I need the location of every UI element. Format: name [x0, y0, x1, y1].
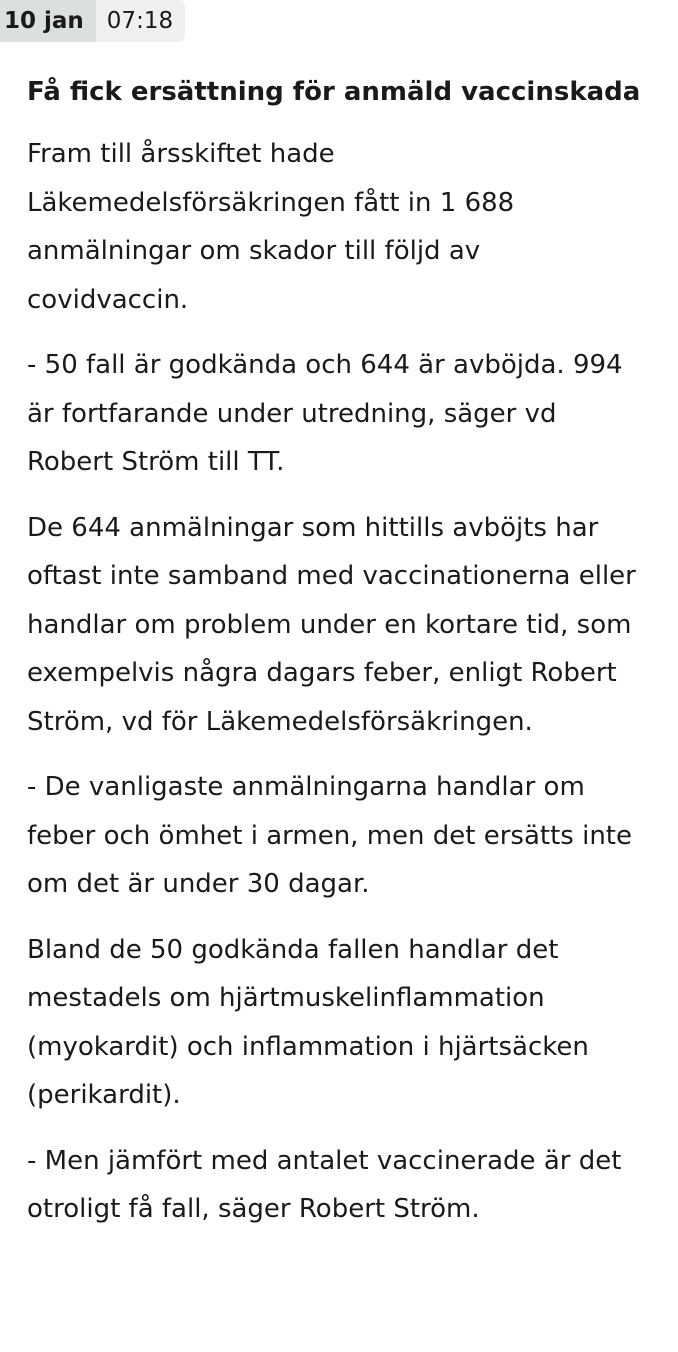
article-headline: Få fick ersättning för anmäld vaccinskada — [27, 77, 641, 107]
news-article — [27, 68, 647, 1251]
article-paragraph-3: De 644 anmälningar som hittills avböjts har oftast inte samband med vaccinationerna eller handlar om problem under en kortare tid, som exempelvis några dagars feber, enligt Robert Ström, vd för Läkemedelsförsäkringen. — [27, 512, 636, 737]
article-paragraph-6: - Men jämfört med antalet vaccinerade är det otroligt få fall, säger Robert Ström. — [27, 1145, 622, 1224]
article-paragraph-5: Bland de 50 godkända fallen handlar det mestadels om hjärtmuskelinflammation (myokardit) och inflammation i hjärtsäcken (perikardit). — [27, 934, 589, 1110]
timestamp-time: 07:18 — [96, 0, 185, 42]
post-timestamp — [0, 0, 185, 42]
timestamp-date: 10 jan — [0, 0, 96, 42]
article-paragraph-4: - De vanligaste anmälningarna handlar om feber och ömhet i armen, men det ersätts inte om det är under 30 dagar. — [27, 772, 632, 899]
article-paragraph-2: - 50 fall är godkända och 644 är avböjda. 994 är fortfarande under utredning, säger vd Robert Ström till TT. — [27, 350, 623, 477]
article-paragraph-1: Fram till årsskiftet hade Läkemedelsförsäkringen fått in 1 688 anmälningar om skador till följd av covidvaccin. — [27, 139, 515, 315]
